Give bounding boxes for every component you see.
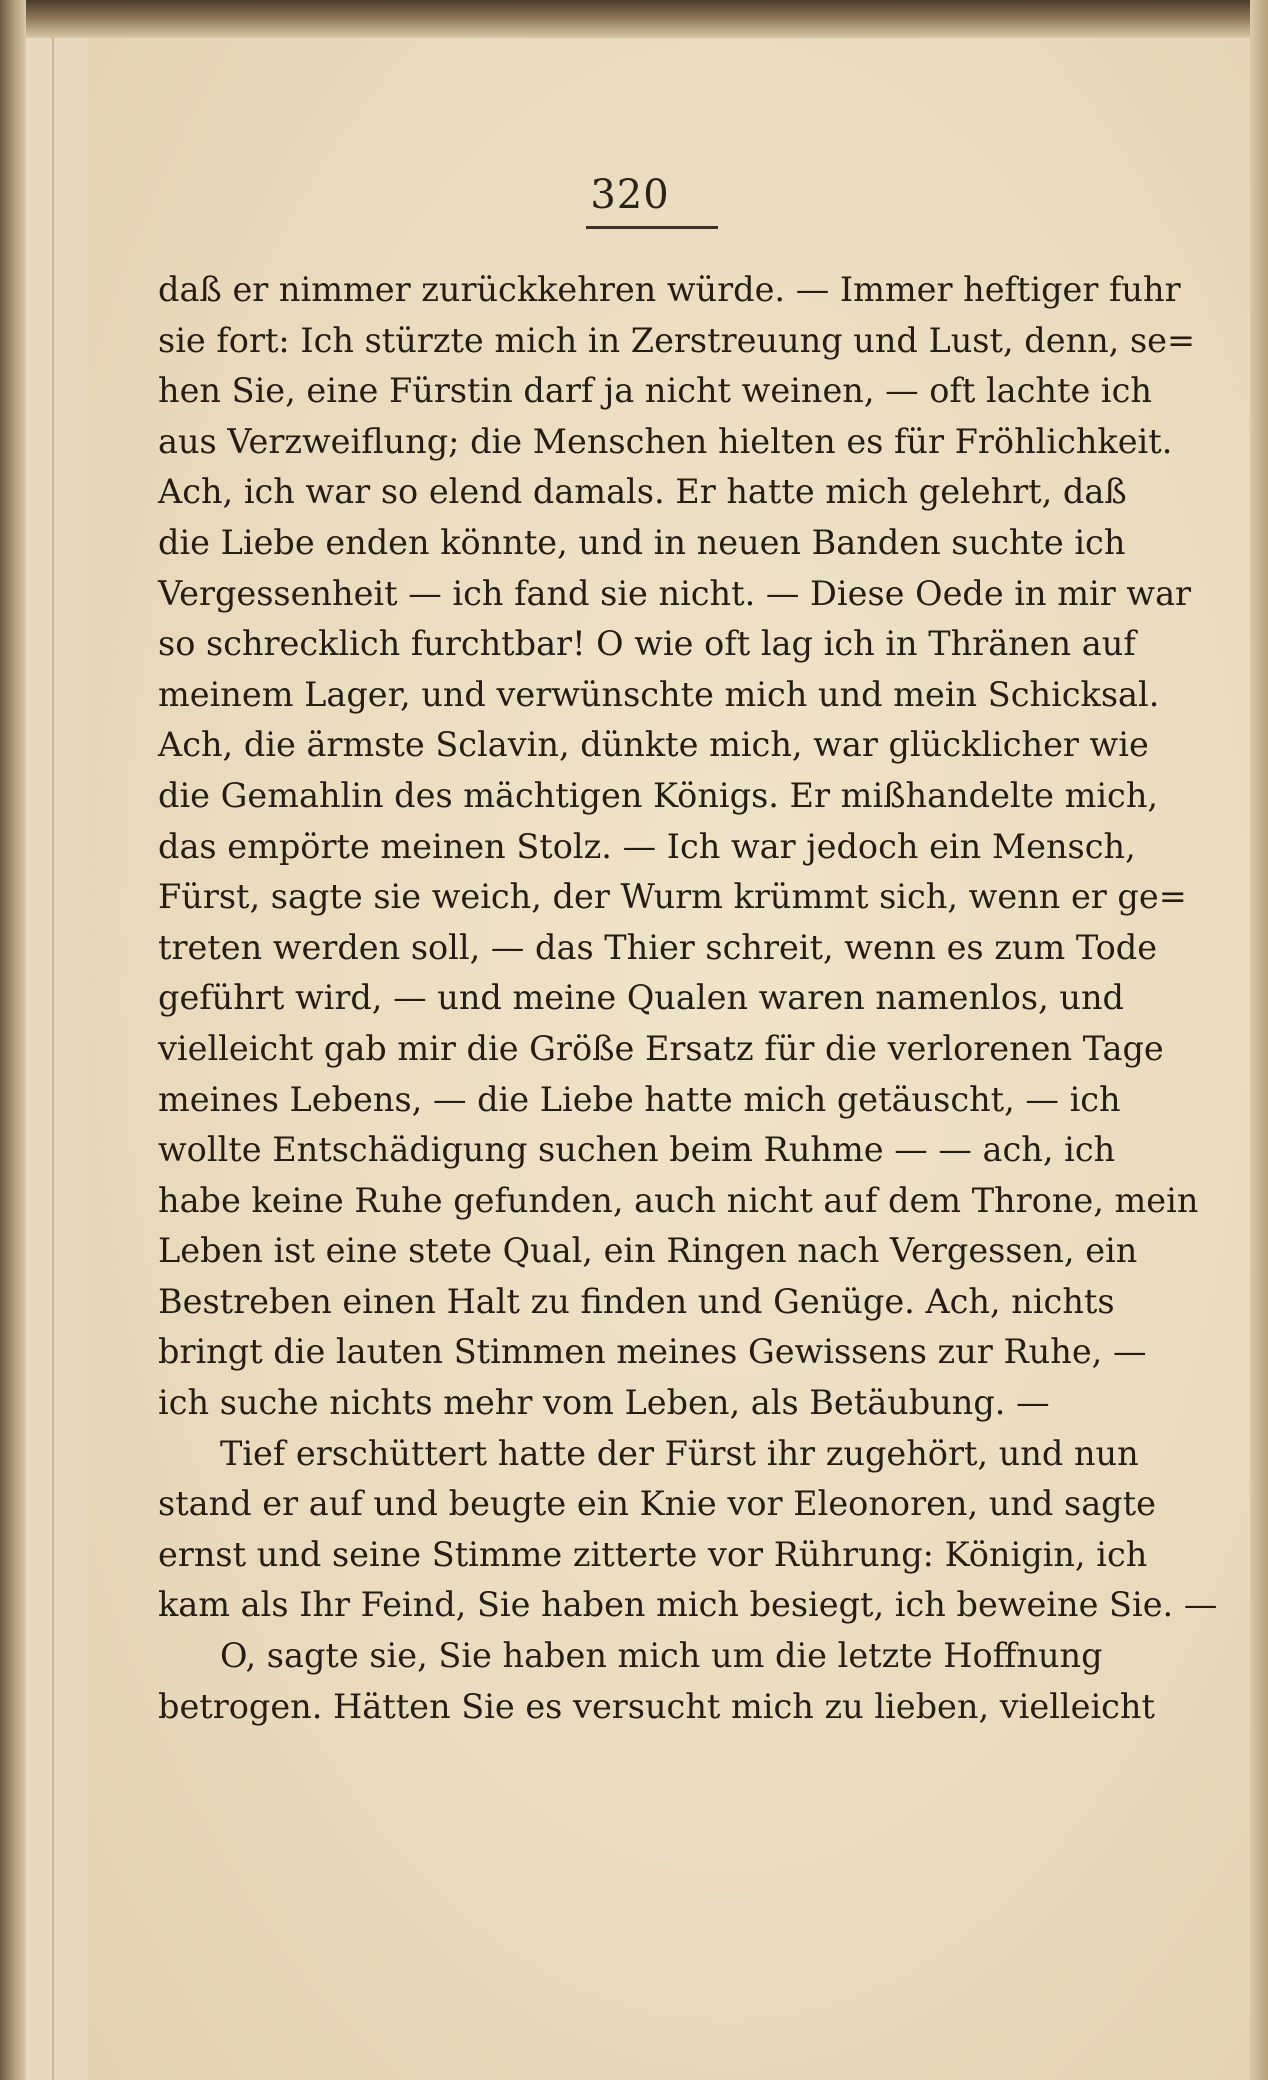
text-line: bringt die lauten Stimmen meines Gewissens zur Ruhe, — <box>158 1332 1147 1372</box>
text-line: vielleicht gab mir die Größe Ersatz für die verlorenen Tage <box>158 1028 1164 1068</box>
text-line: die Liebe enden könnte, und in neuen Banden suchte ich <box>158 522 1126 562</box>
text-line: ich suche nichts mehr vom Leben, als Betäubung. — <box>158 1383 1050 1423</box>
text-line: betrogen. Hätten Sie es versucht mich zu lieben, vielleicht <box>158 1686 1155 1726</box>
text-line: Fürst, sagte sie weich, der Wurm krümmt sich, wenn er ge= <box>158 877 1187 917</box>
text-line: sie fort: Ich stürzte mich in Zerstreuung und Lust, denn, se= <box>158 320 1196 360</box>
text-line: stand er auf und beugte ein Knie vor Eleonoren, und sagte <box>158 1484 1156 1524</box>
text-line: Vergessenheit — ich fand sie nicht. — Diese Oede in mir war <box>158 573 1192 613</box>
binding-crease <box>52 38 54 2080</box>
text-line: Tief erschüttert hatte der Fürst ihr zugehört, und nun <box>220 1433 1139 1473</box>
text-line: daß er nimmer zurückkehren würde. — Immer heftiger fuhr <box>158 270 1181 309</box>
page-top-edge <box>0 0 1268 38</box>
text-line: meines Lebens, — die Liebe hatte mich getäuscht, — ich <box>158 1079 1121 1119</box>
text-line: meinem Lager, und verwünschte mich und mein Schicksal. <box>158 674 1160 714</box>
text-line: hen Sie, eine Fürstin darf ja nicht weinen, — oft lachte ich <box>158 371 1152 411</box>
text-line: wollte Entschädigung suchen beim Ruhme — — ach, ich <box>158 1130 1116 1170</box>
book-binding <box>0 0 26 2080</box>
text-line: so schrecklich furchtbar! O wie oft lag ich in Thränen auf <box>158 624 1136 664</box>
text-line: geführt wird, — und meine Qualen waren namenlos, und <box>158 978 1125 1018</box>
text-line: habe keine Ruhe gefunden, auch nicht auf dem Throne, mein <box>158 1180 1199 1220</box>
text-line: O, sagte sie, Sie haben mich um die letzte Hoffnung <box>220 1636 1103 1676</box>
page-text <box>158 265 1218 1732</box>
text-line: Bestreben einen Halt zu finden und Genüge. Ach, nichts <box>158 1281 1115 1321</box>
page-right-edge <box>1250 0 1268 2080</box>
text-line: das empörte meinen Stolz. — Ich war jedoch ein Mensch, <box>158 826 1136 866</box>
page-number-rule <box>586 226 718 229</box>
text-line: Leben ist eine stete Qual, ein Ringen nach Vergessen, ein <box>158 1231 1138 1271</box>
page-number: 320 <box>590 172 670 218</box>
text-line: ernst und seine Stimme zitterte vor Rührung: Königin, ich <box>158 1534 1148 1574</box>
text-line: die Gemahlin des mächtigen Königs. Er mißhandelte mich, <box>158 775 1159 815</box>
text-line: Ach, die ärmste Sclavin, dünkte mich, war glücklicher wie <box>158 725 1149 765</box>
text-line: Ach, ich war so elend damals. Er hatte mich gelehrt, daß <box>158 472 1127 512</box>
text-line: treten werden soll, — das Thier schreit, wenn es zum Tode <box>158 927 1158 967</box>
text-line: kam als Ihr Feind, Sie haben mich besiegt, ich beweine Sie. — <box>158 1585 1218 1625</box>
text-line: aus Verzweiflung; die Menschen hielten es für Fröhlichkeit. <box>158 421 1173 461</box>
